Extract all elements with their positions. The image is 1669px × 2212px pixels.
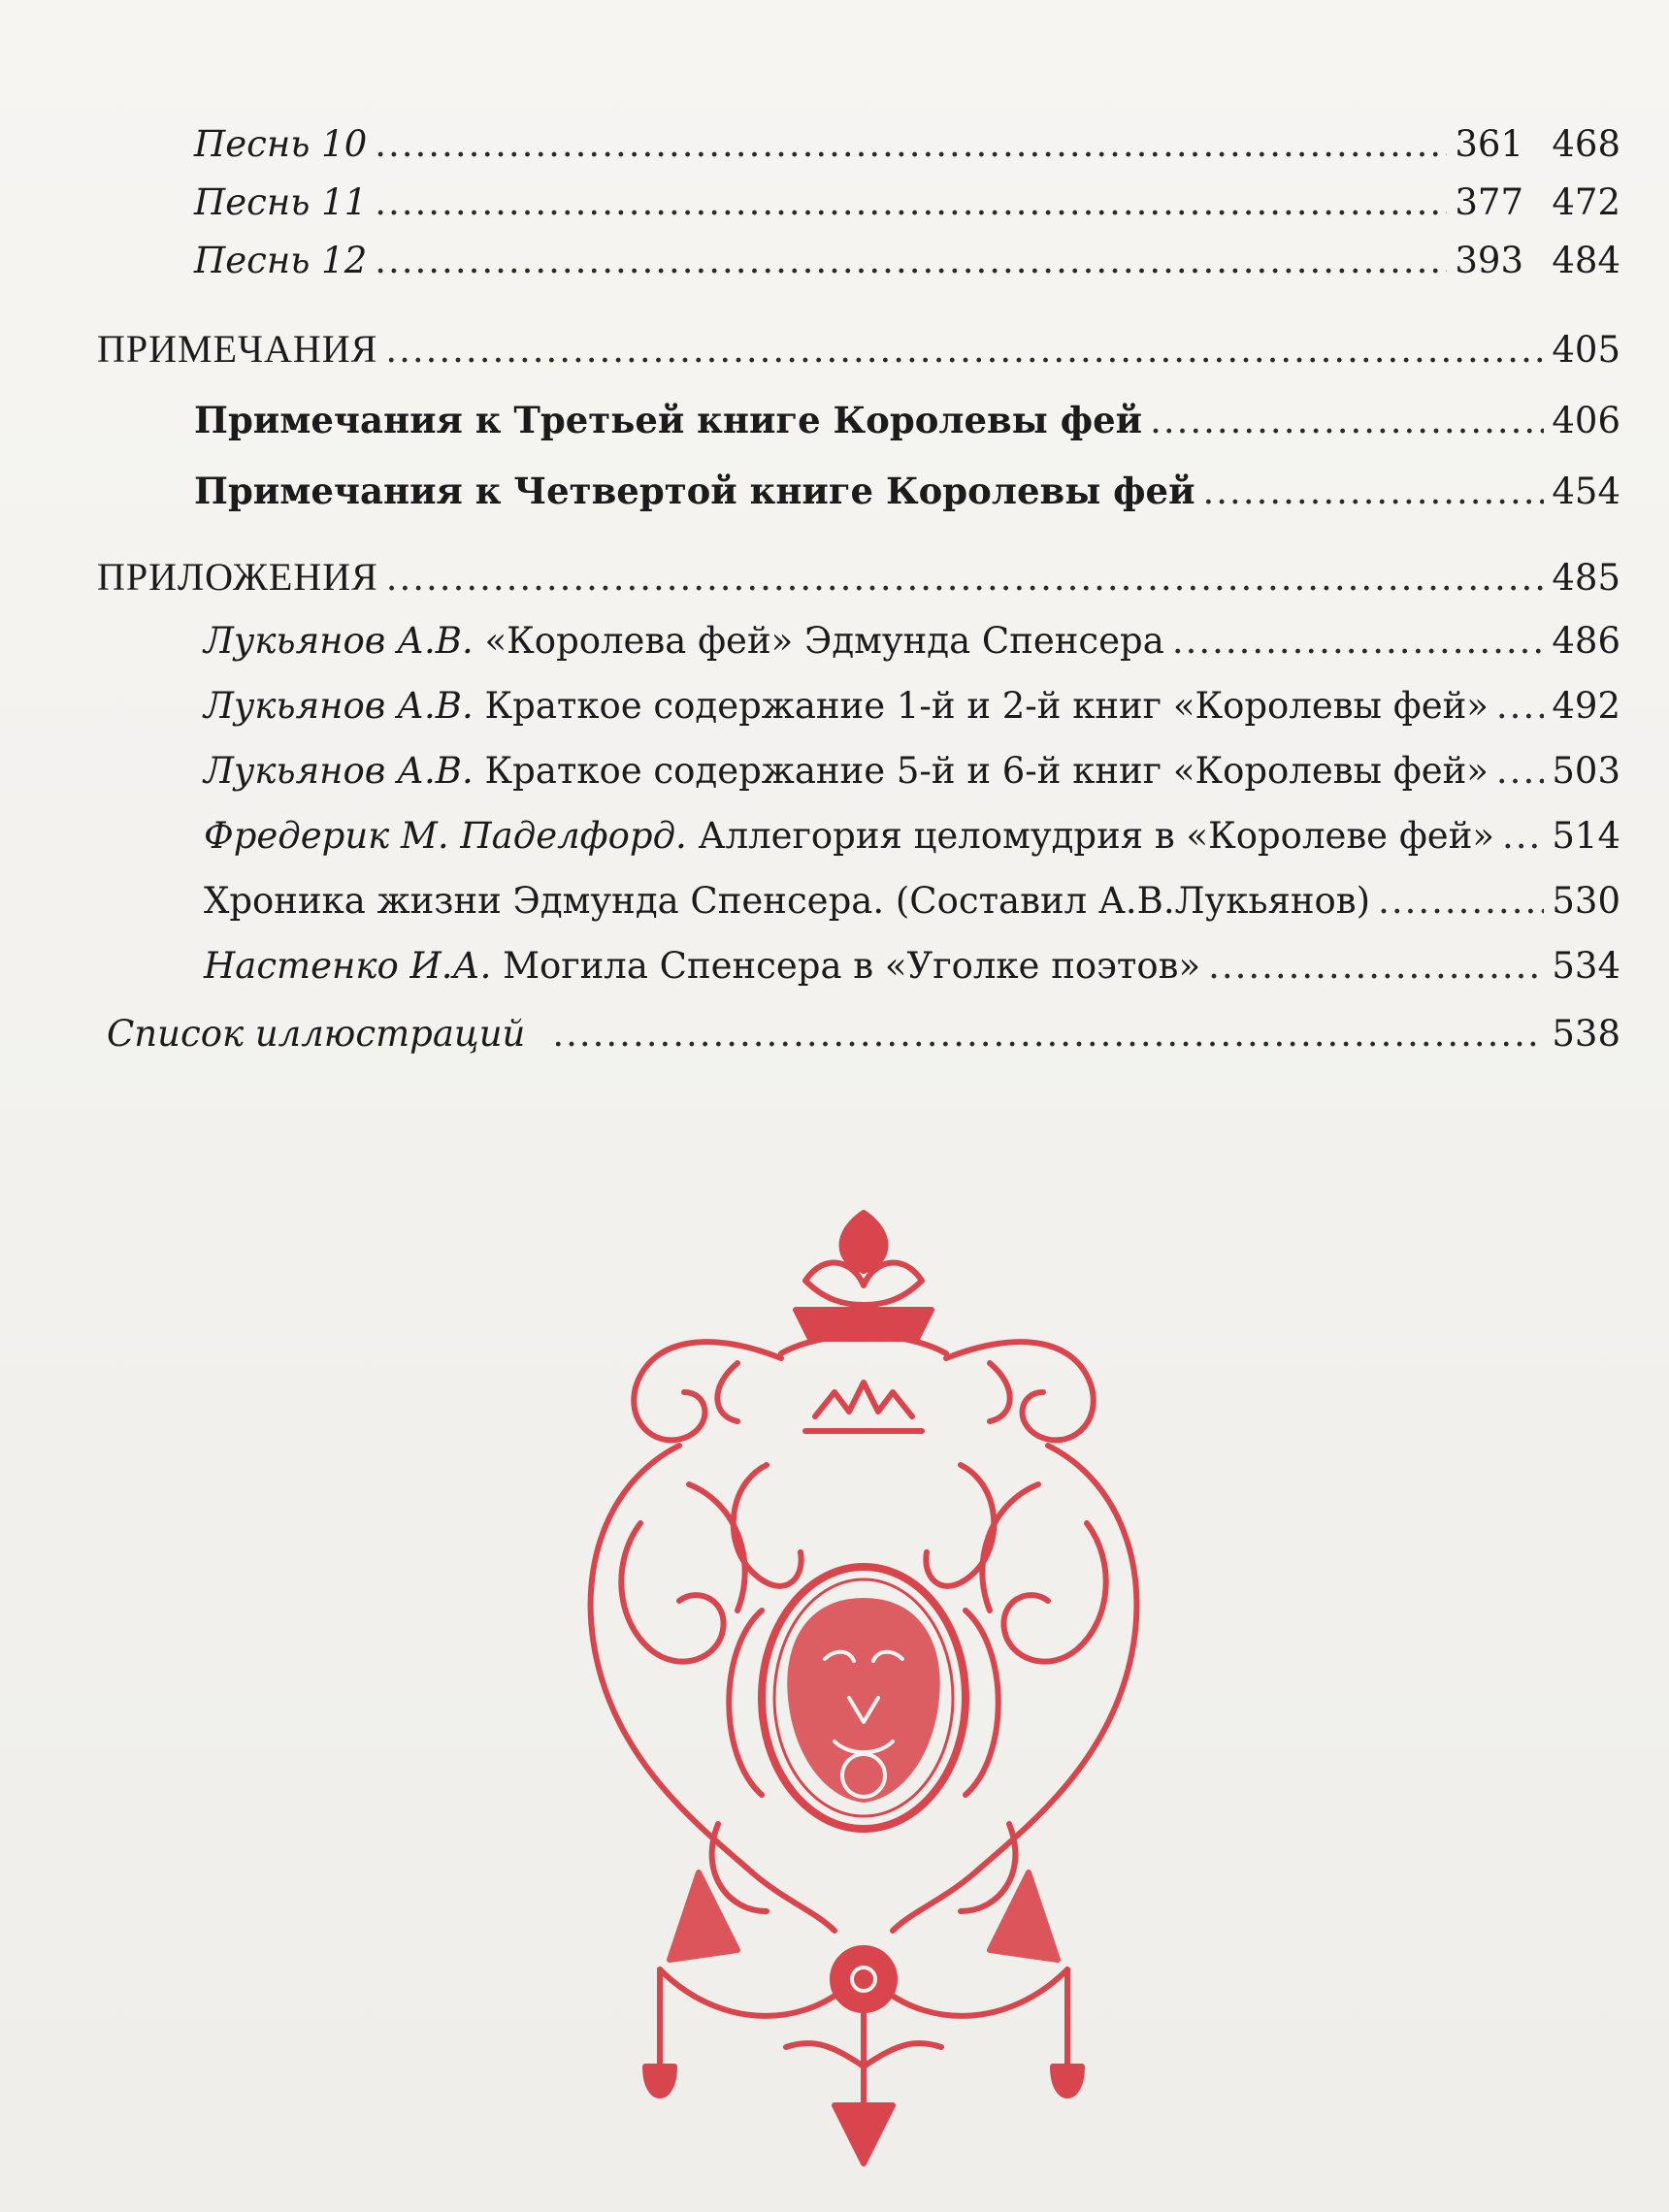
toc-leader [552,1016,1544,1052]
toc-page: 361 [1455,123,1523,165]
toc-row-notes-heading [97,327,1620,371]
toc-page: 492 [1552,685,1620,727]
toc-page: 514 [1552,815,1620,857]
toc-leader [375,126,1447,162]
toc-page: 538 [1552,1013,1620,1055]
toc-leader [1496,688,1544,724]
toc-row-appendix-6 [204,945,1620,987]
lion-emblem-icon [543,1193,1184,2183]
toc-label: Список иллюстраций [107,1013,526,1055]
toc-author: Фредерик М. Паделфорд. [204,815,687,857]
toc-row-canto-11 [194,181,1620,223]
toc-row-appendix-2 [204,685,1620,727]
toc-row-appendix-4 [204,815,1620,857]
toc-title: Краткое содержание 5-й и 6-й книг «Королевы фей» [473,750,1489,792]
toc-leader [1378,883,1544,919]
section-heading: ПРИЛОЖЕНИЯ [97,555,378,599]
toc-row-notes-book4 [194,470,1620,512]
toc-leader [385,332,1544,368]
toc-page: 530 [1552,880,1620,922]
toc-page: 377 [1455,181,1523,223]
toc-page-secondary: 468 [1552,123,1620,165]
toc-page: 485 [1552,557,1620,599]
toc-row-notes-book3 [194,399,1620,441]
toc-author: Настенко И.А. [204,945,492,987]
toc-leader [386,560,1545,596]
toc-label: Песнь 11 [194,181,368,223]
toc-label: Примечания к Четвертой книге Королевы фей [194,470,1195,512]
toc-page-secondary: 472 [1552,181,1620,223]
toc-title: Могила Спенсера в «Уголке поэтов» [491,945,1201,987]
toc-title: Краткое содержание 1-й и 2-й книг «Королевы фей» [473,685,1489,727]
toc-row-appendices-heading [97,555,1620,599]
toc-page: 503 [1552,750,1620,792]
toc-leader [1502,818,1544,854]
toc-author: Лукьянов А.В. [204,685,474,727]
toc-author: Лукьянов А.В. [204,620,474,662]
toc-row-appendix-3 [204,750,1620,792]
section-heading: ПРИМЕЧАНИЯ [97,327,378,371]
toc-page: 454 [1552,471,1620,512]
toc-title: Хроника жизни Эдмунда Спенсера. (Составил А.В.Лукьянов) [204,880,1371,922]
toc-leader [1496,753,1544,789]
toc-page: 393 [1455,240,1523,281]
toc-row-canto-10 [194,123,1620,165]
toc-label: Примечания к Третьей книге Королевы фей [194,399,1143,441]
toc-row-appendix-5 [204,880,1620,922]
toc-label: Песнь 12 [194,240,368,281]
toc-author: Лукьянов А.В. [204,750,474,792]
toc-title: Аллегория целомудрия в «Королеве фей» [686,815,1494,857]
toc-label: Песнь 10 [194,123,368,165]
toc-page: 486 [1552,620,1620,662]
toc-row-canto-12 [194,240,1620,281]
toc-page: 406 [1552,400,1620,441]
toc-page-secondary: 484 [1552,240,1620,281]
toc-row-appendix-1 [204,620,1620,662]
toc-page: 534 [1552,945,1620,987]
toc-leader [1203,473,1545,509]
toc-row-illustrations [107,1013,1620,1055]
toc-leader [375,184,1447,220]
toc-leader [1208,948,1544,984]
toc-leader [1150,403,1544,439]
toc-page: 405 [1552,329,1620,371]
toc-leader [1172,623,1545,659]
toc-leader [375,243,1447,278]
toc-title: «Королева фей» Эдмунда Спенсера [473,620,1164,662]
